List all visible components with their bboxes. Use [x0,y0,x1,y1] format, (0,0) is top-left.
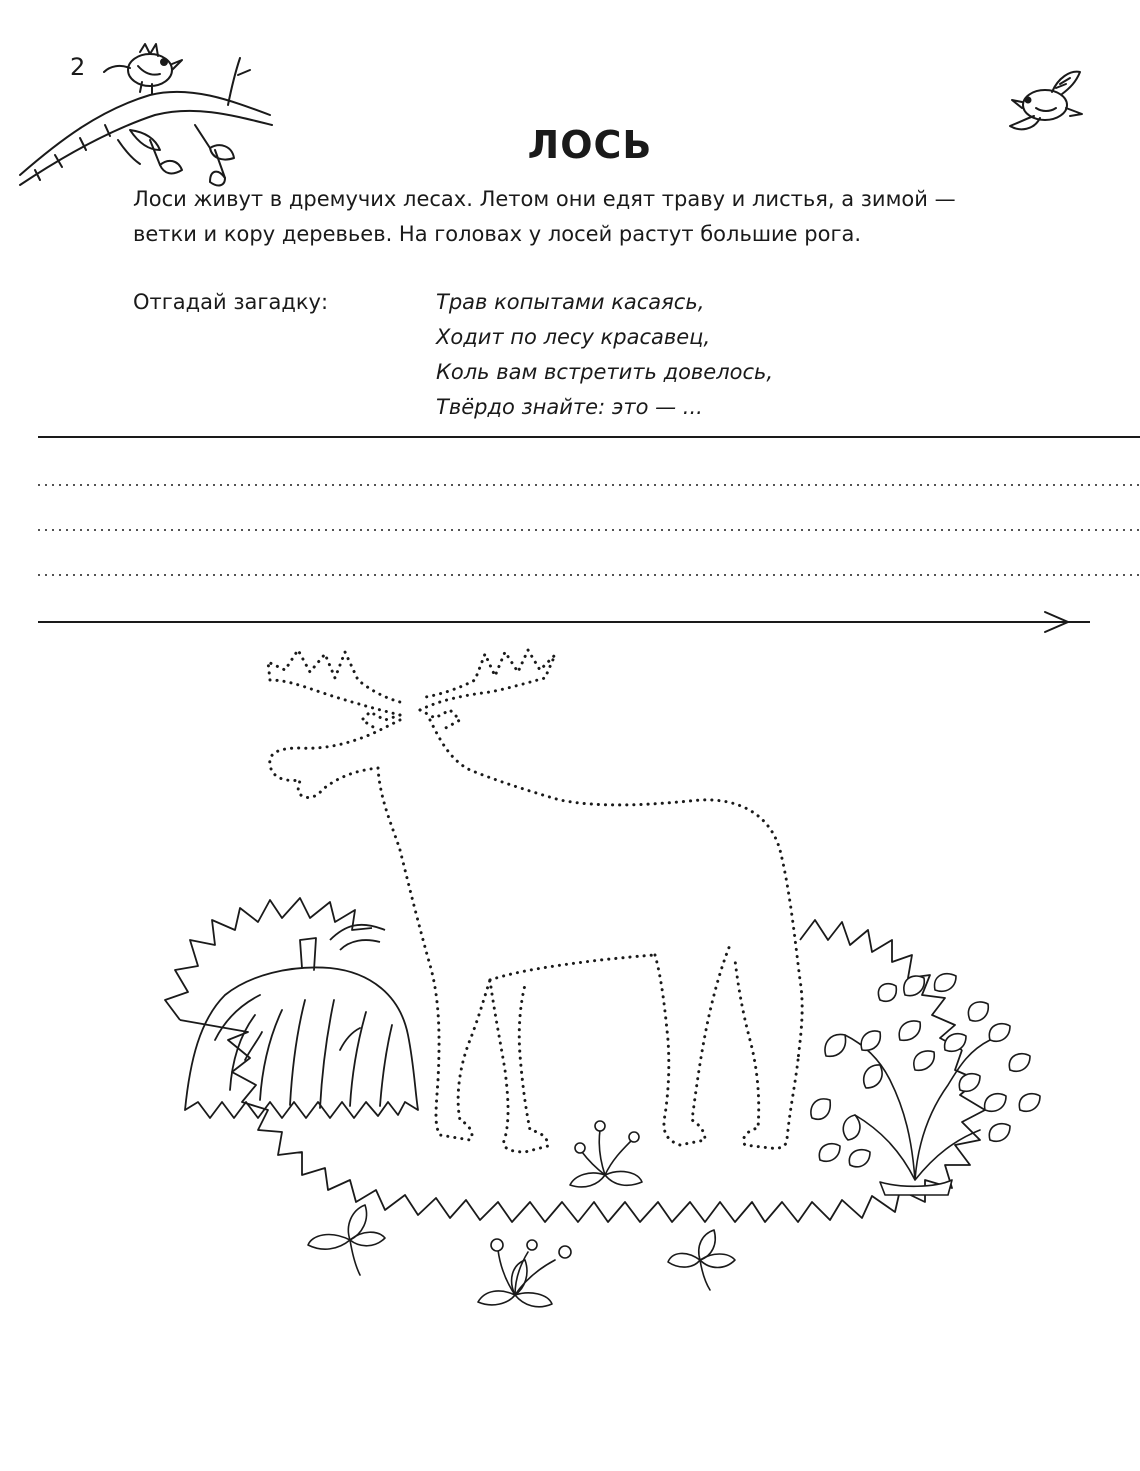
riddle-line: Ходит по лесу красавец, [436,325,711,349]
intro-line-1: Лоси живут в дремучих лесах. Летом они едят траву и листья, а зимой — [133,187,956,211]
leafy-bush-icon [811,974,1040,1195]
riddle-label: Отгадай загадку: [133,290,329,314]
intro-line-2: ветки и кору деревьев. На головах у лосей растут большие рога. [133,222,862,246]
page-number: 2 [70,53,86,81]
small-flowers-icon [308,1121,735,1307]
riddle-line: Твёрдо знайте: это — ... [436,395,703,419]
haystack-icon [185,938,418,1118]
page-title: ЛОСЬ [527,123,653,167]
riddle-line: Коль вам встретить довелось, [436,360,774,384]
dotted-moose-outline [268,650,802,1152]
writing-area [0,0,1140,640]
moose-scene [0,640,1140,1460]
riddle-line: Трав копытами касаясь, [436,290,705,314]
grass-patch-icon [165,898,985,1222]
